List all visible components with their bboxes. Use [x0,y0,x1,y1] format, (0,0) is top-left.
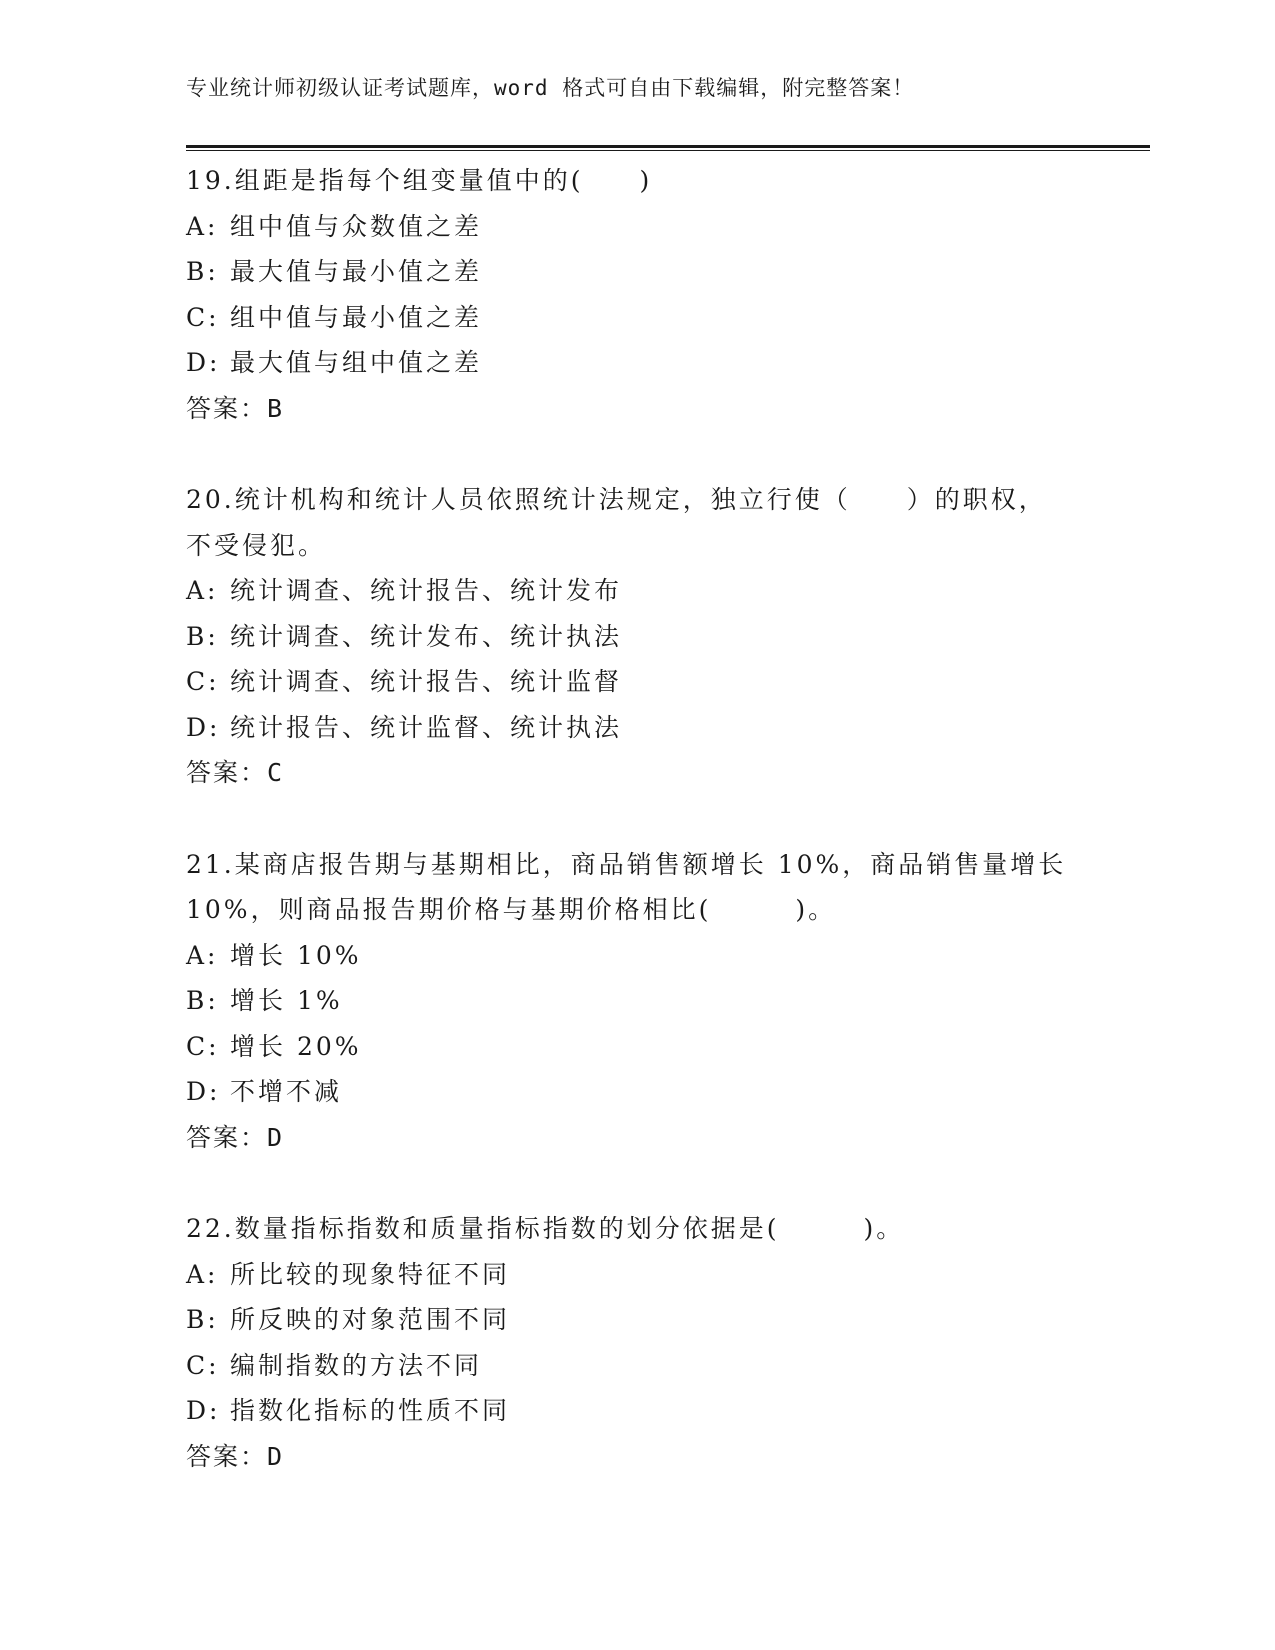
answer-label: 答案： [186,1122,268,1152]
option-text: 最大值与最小值之差 [230,257,483,286]
option-d [186,705,1086,751]
option-letter: A: [186,211,219,241]
header-rule-thin [186,150,1150,151]
option-c [186,1024,1086,1070]
option-text: 统计报告、统计监督、统计执法 [230,712,623,742]
option-letter: C: [186,302,220,332]
option-a [186,568,1086,614]
answer-value: D [267,1122,283,1152]
option-c [186,1343,1086,1389]
option-letter: A: [186,940,219,970]
answer-label: 答案： [186,758,268,787]
question-21 [186,842,1086,1161]
question-stem: 19.组距是指每个组变量值中的( ) [186,166,653,195]
option-a [186,204,1086,250]
option-letter: D: [186,1396,221,1425]
option-b [186,1297,1086,1343]
option-letter: A: [186,576,219,605]
option-letter: D: [186,348,221,377]
answer-value: D [267,1441,283,1471]
question-stem: 20.统计机构和统计人员依照统计法规定，独立行使（ ）的职权， [186,485,1047,514]
answer-line [186,750,1086,796]
option-letter: D: [186,712,221,742]
answer-line [186,1115,1086,1161]
answer-label: 答案： [186,1441,268,1471]
question-list [186,158,1086,1525]
answer-value: B [267,393,283,423]
option-c [186,295,1086,341]
option-b [186,249,1086,295]
option-a [186,933,1086,979]
header-rule-thick [186,145,1150,148]
option-text: 最大值与组中值之差 [230,348,483,377]
option-text: 所比较的现象特征不同 [230,1259,511,1289]
option-letter: B: [186,1305,219,1334]
option-text: 统计调查、统计报告、统计监督 [230,667,623,696]
option-text: 组中值与众数值之差 [230,211,483,241]
question-22 [186,1206,1086,1479]
option-b [186,614,1086,660]
option-letter: C: [186,1350,220,1380]
question-stem: 22.数量指标指数和质量指标指数的划分依据是( )。 [186,1214,905,1243]
option-d [186,1388,1086,1434]
option-text: 统计调查、统计发布、统计执法 [230,621,623,651]
question-19 [186,158,1086,431]
answer-line [186,1434,1086,1480]
option-letter: C: [186,667,220,696]
option-d [186,340,1086,386]
question-stem-continued: 不受侵犯。 [186,530,327,560]
option-text: 编制指数的方法不同 [230,1350,483,1380]
option-b [186,978,1086,1024]
option-text: 不增不减 [230,1077,343,1106]
question-20 [186,477,1086,796]
option-letter: B: [186,257,219,286]
option-letter: D: [186,1077,221,1106]
option-text: 增长 10% [230,940,362,970]
option-text: 统计调查、统计报告、统计发布 [230,576,623,605]
question-stem-continued: 10%，则商品报告期价格与基期价格相比( )。 [186,895,837,924]
question-stem: 21.某商店报告期与基期相比，商品销售额增长 10%，商品销售量增长 [186,849,1067,879]
option-text: 组中值与最小值之差 [230,302,483,332]
option-letter: B: [186,621,219,651]
option-text: 增长 20% [230,1031,362,1061]
document-header: 专业统计师初级认证考试题库，word 格式可自由下载编辑，附完整答案！ [186,76,915,100]
option-a [186,1252,1086,1298]
option-text: 所反映的对象范围不同 [230,1305,511,1334]
option-d [186,1069,1086,1115]
option-letter: C: [186,1031,220,1061]
answer-line [186,386,1086,432]
option-letter: B: [186,986,219,1015]
option-text: 指数化指标的性质不同 [230,1396,511,1425]
option-letter: A: [186,1259,219,1289]
answer-value: C [267,758,283,787]
option-text: 增长 1% [230,986,343,1015]
option-c [186,659,1086,705]
answer-label: 答案： [186,393,268,423]
